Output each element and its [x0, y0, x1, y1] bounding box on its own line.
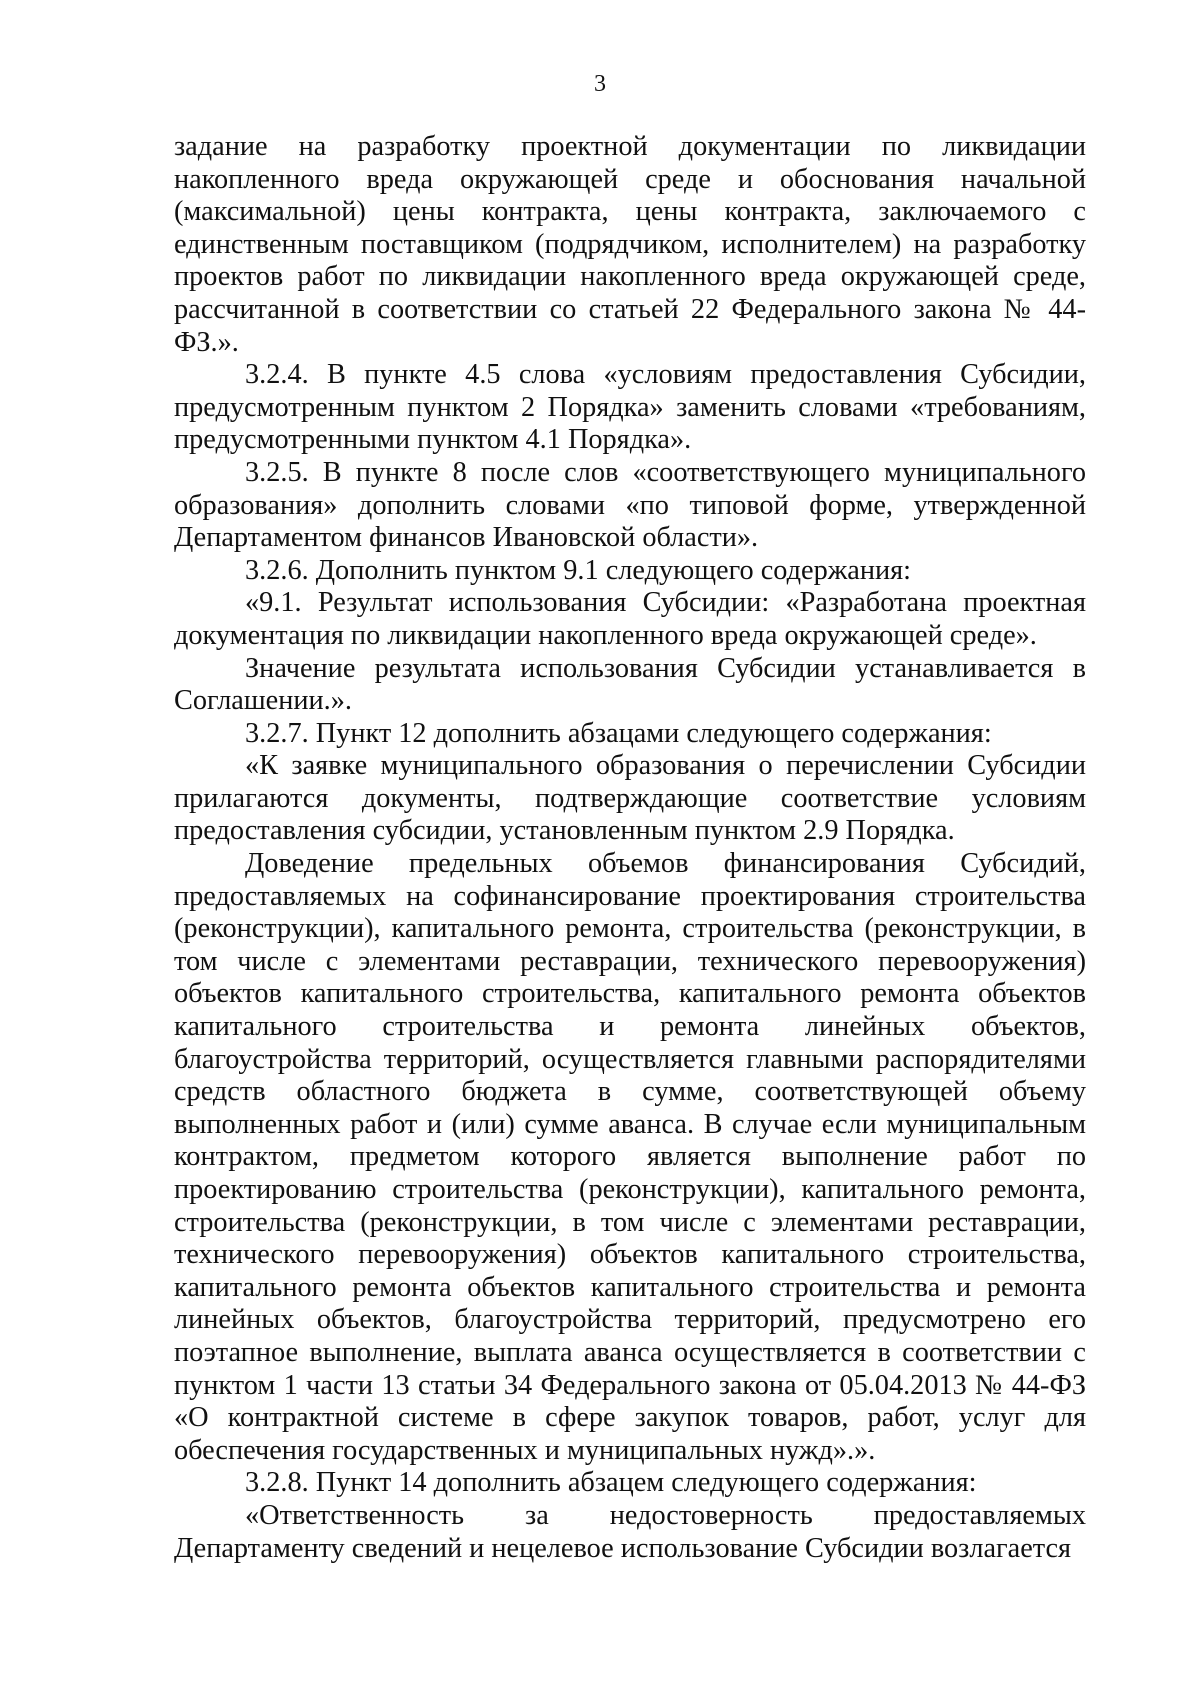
paragraph-9-1-result: «9.1. Результат использования Субсидии: «Разработана проектная документация по ликвидации накопленного вреда окружающей среде». [174, 587, 1086, 651]
paragraph-3-2-5: 3.2.5. В пункте 8 после слов «соответствующего муниципального образования» дополнить словами «по типовой форме, утвержденной Департаментом финансов Ивановской области». [174, 456, 1086, 554]
document-body [174, 131, 1086, 1565]
paragraph-application-docs: «К заявке муниципального образования о перечислении Субсидии прилагаются документы, подтверждающие соответствие условиям предоставления субсидии, установленным пунктом 2.9 Порядка. [174, 750, 1086, 847]
paragraph-3-2-7: 3.2.7. Пункт 12 дополнить абзацами следующего содержания: [245, 717, 992, 749]
paragraph-responsibility: «Ответственность за недостоверность предоставляемых Департаменту сведений и нецелевое использование Субсидии возлагается [174, 1499, 1086, 1564]
paragraph-result-value: Значение результата использования Субсидии устанавливается в Соглашении.». [174, 652, 1086, 717]
paragraph-3-2-6: 3.2.6. Дополнить пунктом 9.1 следующего содержания: [245, 554, 911, 586]
paragraph-3-2-4: 3.2.4. В пункте 4.5 слова «условиям предоставления Субсидии, предусмотренным пунктом 2 Порядка» заменить словами «требованиям, предусмотренными пунктом 4.1 Порядка». [174, 359, 1086, 456]
paragraph-3-2-8: 3.2.8. Пункт 14 дополнить абзацем следующего содержания: [245, 1467, 977, 1499]
page-number: 3 [594, 71, 606, 97]
paragraph-continuation: задание на разработку проектной документации по ликвидации накопленного вреда окружающей среде и обоснования начальной (максимальной) цены контракта, цены контракта, заключаемого с единственным поставщиком (подрядчиком, исполнителем) на разработку проектов работ по ликвидации накопленного вреда окружающей среде, рассчитанной в соответствии со статьей 22 Федерального закона № 44-ФЗ.». [174, 131, 1086, 358]
paragraph-funding-limits: Доведение предельных объемов финансирования Субсидий, предоставляемых на софинансирование проектирования строительства (реконструкции), капитального ремонта, строительства (реконструкции, в том числе с элементами реставрации, технического перевооружения) объектов капитального строительства, капитального ремонта объектов капитального строительства и ремонта линейных объектов, благоустройства территорий, осуществляется главными распорядителями средств областного бюджета в сумме, соответствующей объему выполненных работ и (или) сумме аванса. В случае если муниципальным контрактом, предметом которого является выполнение работ по проектированию строительства (реконструкции), капитального ремонта, строительства (реконструкции, в том числе с элементами реставрации, технического перевооружения) объектов капитального строительства, капитального ремонта объектов капитального строительства и ремонта линейных объектов, благоустройства территорий, предусмотрено его поэтапное выполнение, выплата аванса осуществляется в соответствии с пунктом 1 части 13 статьи 34 Федерального закона от 05.04.2013 № 44-ФЗ «О контрактной системе в сфере закупок товаров, работ, услуг для обеспечения государственных и муниципальных нужд».». [174, 848, 1086, 1466]
